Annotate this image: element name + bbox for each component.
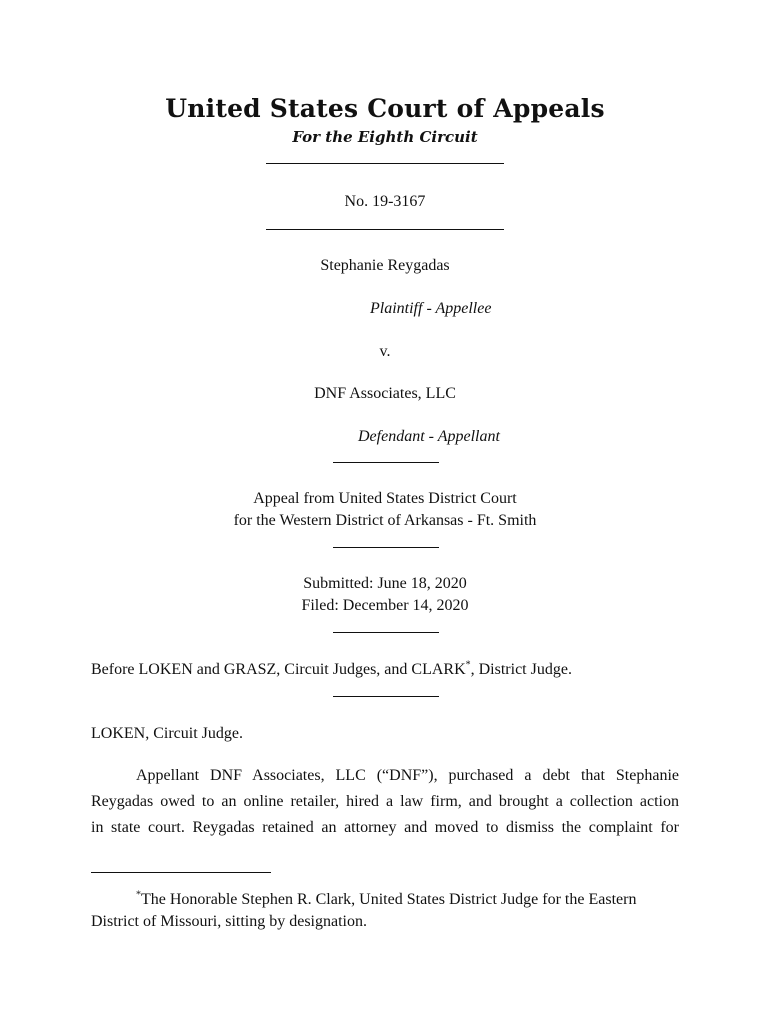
case-number-separator bbox=[266, 229, 504, 230]
paragraph-line: in state court. Reygadas retained an attorney and moved to dismiss the complaint for bbox=[91, 819, 679, 836]
panel-line bbox=[91, 660, 572, 680]
appeal-separator bbox=[333, 547, 439, 548]
appeal-line-1: Appeal from United States District Court bbox=[253, 490, 517, 507]
appeal-line-2: for the Western District of Arkansas - Ft. Smith bbox=[233, 512, 537, 529]
footnote-rule bbox=[91, 872, 271, 873]
panel-after-text: , District Judge. bbox=[470, 661, 572, 678]
footnote-text: The Honorable Stephen R. Clark, United States District Judge for the Eastern District of Missouri, sitting by designation. bbox=[91, 891, 637, 930]
paragraph-line: Appellant DNF Associates, LLC (“DNF”), purchased a debt that Stephanie bbox=[136, 767, 679, 784]
filed-date: Filed: December 14, 2020 bbox=[301, 597, 469, 614]
panel-footnote-mark: * bbox=[465, 659, 471, 671]
plaintiff-role: Plaintiff - Appellee bbox=[370, 300, 492, 317]
versus-label: v. bbox=[379, 343, 391, 360]
defendant-name: DNF Associates, LLC bbox=[314, 385, 456, 402]
opinion-author: LOKEN, Circuit Judge. bbox=[91, 725, 243, 742]
panel-before-text: Before LOKEN and GRASZ, Circuit Judges, and CLARK bbox=[91, 661, 466, 678]
circuit-subtitle: For the Eighth Circuit bbox=[292, 128, 478, 146]
court-title: United States Court of Appeals bbox=[165, 94, 605, 123]
submitted-date: Submitted: June 18, 2020 bbox=[303, 575, 467, 592]
footnote bbox=[91, 889, 681, 933]
dates-separator bbox=[333, 632, 439, 633]
case-number: No. 19-3167 bbox=[344, 193, 426, 210]
plaintiff-name: Stephanie Reygadas bbox=[320, 257, 450, 274]
opinion-paragraph bbox=[91, 763, 679, 841]
panel-separator bbox=[333, 696, 439, 697]
footnote-mark: * bbox=[136, 889, 141, 901]
header-separator bbox=[266, 163, 504, 164]
parties-separator bbox=[333, 462, 439, 463]
defendant-role: Defendant - Appellant bbox=[358, 428, 500, 445]
paragraph-line: Reygadas owed to an online retailer, hired a law firm, and brought a collection action bbox=[91, 793, 679, 810]
